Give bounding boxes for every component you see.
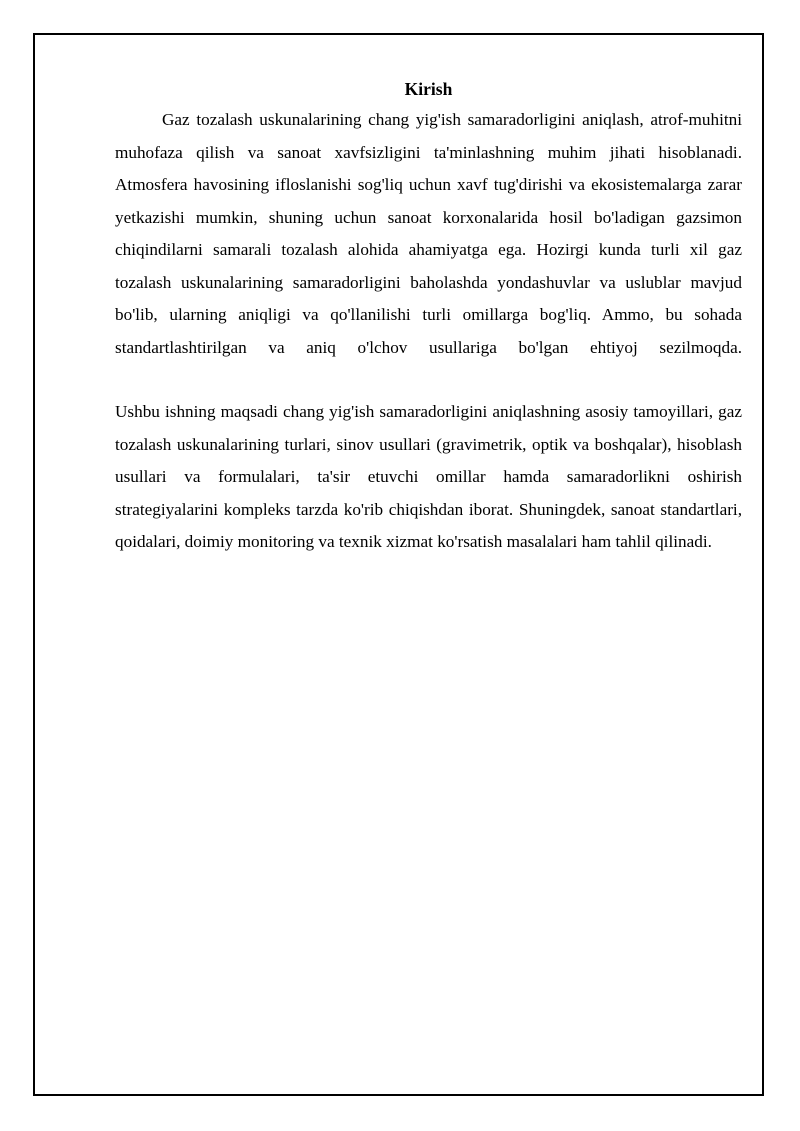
intro-paragraph: Gaz tozalash uskunalarining chang yig'ish samaradorligini aniqlash, atrof-muhitni muhofaza qilish va sanoat xavfsizligini ta'minlashning muhim jihati hisoblanadi. Atmosfera havosining ifloslanishi sog'liq uchun xavf tug'dirishi va ekosistemalarga zarar yetkazishi mumkin, shuning uchun sanoat korxonalarida hosil bo'ladigan gazsimon chiqindilarni samarali tozalash alohida ahamiyatga ega. Hozirgi kunda turli xil gaz tozalash uskunalarining samaradorligini baholashda yondashuvlar va uslublar mavjud bo'lib, ularning aniqligi va qo'llanilishi turli omillarga bog'liq. Ammo, bu sohada standartlashtirilgan va aniq o'lchov usullariga bo'lgan ehtiyoj sezilmoqda.	[115, 110, 742, 357]
document-body	[115, 74, 742, 559]
paragraph-spacer	[115, 364, 742, 396]
goal-paragraph: Ushbu ishning maqsadi chang yig'ish samaradorligini aniqlashning asosiy tamoyillari, gaz tozalash uskunalarining turlari, sinov usullari (gravimetrik, optik va boshqalar), hisoblash usullari va formulalari, ta'sir etuvchi omillar hamda samaradorlikni oshirish strategiyalarini kompleks tarzda ko'rib chiqishdan iborat. Shuningdek, sanoat standartlari, qoidalari, doimiy monitoring va texnik xizmat ko'rsatish masalalari ham tahlil qilinadi.	[115, 402, 742, 551]
section-title: Kirish	[404, 79, 453, 99]
